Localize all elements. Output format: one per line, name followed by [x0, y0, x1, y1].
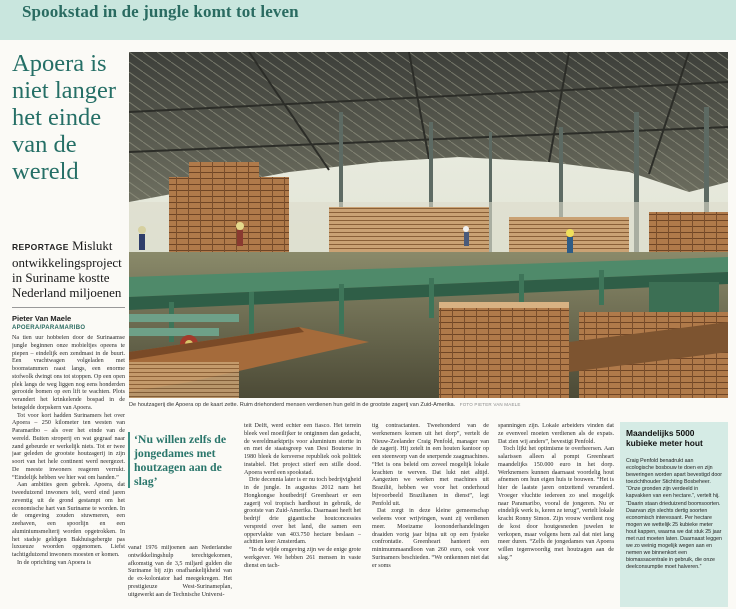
column-paragraph: Drie decennia later is er nu toch bedrijvigheid in de jungle. In augustus 2012 nam het Hongkongse houtbedrijf Greenheart er een zagerij vol tropisch hardhout in gebruik, de grootste van Zuid-Amerika. Daarnaast heeft het bedrijf drie gigantische houtconcessies verspreid over het land, die samen een oppervlakte van 403.750 hectare beslaan – achttien keer Amsterdam. — [244, 477, 361, 546]
column-paragraph: vanaf 1976 miljoenen aan Nederlandse ontwikkelingshulp terechtgekomen, afkomstig van de 3,5 miljard gulden die Suriname bij zijn onafhankelijkheid van de ex-koloniator had meegekregen. Het prestigieuze West-Surinameplan, uitgewerkt aan de Technische Universi- — [128, 545, 232, 598]
photo-credit: FOTO PIETER VAN MAELE — [459, 402, 521, 407]
column-1 — [12, 335, 125, 607]
caption-text: De houtzagerij die Apoera op de kaart zette. Ruim driehonderd mensen verdienen hun geld in de grootste zagerij van Zuid-Amerika. — [129, 402, 456, 408]
article-deck — [12, 238, 130, 300]
column-paragraph: teit Delft, werd echter een fiasco. Het terrein bleek veel moeilijker te ontginnen dan gedacht, de wereldmarktprijs voor aluminium stortte in en met de staatsgreep van Desi Bouterse in 1980 bleek de kersverse republiek ook politiek instabiel. Het project stierf een stille dood. Apoera werd een spookstad. — [244, 423, 361, 476]
column-4 — [372, 423, 489, 607]
column-paragraph: Tot voor kort hadden Surinamers het over Apoera – 250 kilometer ten westen van Paramaribo – als over het einde van de wereld. Buiten stroperij en wat gegraaf naar zand gebeurde er werkelijk niets. Tot er twee jaar geleden de grootste houtzagerij in zijn soort van het hele continent werd neergezet. De meeste inwoners reageren verrukt. “Eindelijk hebben we hier wat om handen.” — [12, 412, 125, 481]
column-paragraph: spanningen zijn. Lokale arbeiders vinden dat ze evenveel moeten verdienen als de expats. Dat zien wij anders”, bevestigt Penfold. — [498, 423, 614, 445]
byline-place: APOERA/PARAMARIBO — [12, 325, 86, 331]
column-paragraph: Na tien uur hobbelen door de Surinaamse jungle beginnen onze mobieltjes opeens te piepen – eindelijk een zendmast in de buurt. Een vrachtwagen volgeladen met boomstammen raast langs, een enorme stofwolk dwingt ons tot stoppen. Op een open plek langs de weg liggen nog eens honderden gerooide bomen op een lift te wachten. Plots verandert het krinkelende bospad in de betegelde dorpskern van Apoera. — [12, 335, 125, 411]
column-paragraph: tig contractanten. Tweehonderd van de werknemers komen uit het dorp”, vertelt de Nieuw-Zeelander Craig Penfold, manager van de zagerij. Hij zetelt in een houten kantoor op een steenworp van de snerpende zaagmachines. “Het is ons beleid om zoveel mogelijk lokale krachten te werven. Dat lukt niet altijd. Aangezien we werken met machines uit Brazilië, hebben we voor het onderhoud bijvoorbeeld Brazilianen in dienst”, legt Penfold uit. — [372, 423, 489, 507]
column-paragraph: Aan ambities geen gebrek. Apoera, dat tweeduizend inwoners telt, werd eind jaren zeventig uit de grond gestampt om het economische hart van Suriname te worden. In de omgeving zouden stuwmeren, een zeehaven, een spoorlijn en een aluminiumsmelterij worden opgetrokken. In het stadsje geldigen Bakhuisgebergte pas luxueuze woorden opgenomen. Liefst tachtigduizend inwoners moesten er komen. — [12, 482, 125, 558]
sidebar-body: Craig Penfold benadrukt aan ecologische bosbouw te doen en zijn beweringen worden apart bevestigd door toezichthouder Stichting Bosbeheer. “Onze gronden zijn verdeeld in kapvakken van een hectare.”, vertelt hij. “Daarin staan drieduizend boomsoorten. Daarvan zijn slechts dertig soorten economisch interessant. Per hectare mogen we wettelijk 25 kubieke meter hout kappen, waarna we dat stuk 25 jaar met rust moeten laten. Daarnaast leggen we zo weinig mogelijk wegen aan en nemen we binnenkort een biomassacentrale in gebruik, die onze deelconsumptie moet halveren.” — [626, 458, 722, 571]
banner-title: Spookstad in de jungle komt tot leven — [22, 2, 299, 21]
photo-caption — [129, 402, 728, 408]
column-5 — [498, 423, 614, 607]
section-banner — [0, 0, 736, 40]
column-paragraph: “In de wijde omgeving zijn we de enige grote werkgever. We hebben 261 mensen in vaste dienst en tach- — [244, 547, 361, 569]
column-3 — [244, 423, 361, 607]
byline — [12, 314, 127, 331]
column-2 — [128, 545, 232, 607]
info-sidebar — [620, 422, 728, 607]
byline-name: Pieter Van Maele — [12, 314, 72, 323]
column-paragraph: In de oprichting van Apoera is — [17, 559, 91, 566]
article-headline: Apoera is niet langer het einde van de wereld — [12, 50, 117, 185]
deck-text: Mislukt ontwikkelingsproject in Suriname kostte Nederland miljoenen — [12, 238, 122, 300]
deck-kicker: REPORTAGE — [12, 242, 69, 252]
sidebar-title: Maandelijks 5000 kubieke meter hout — [626, 428, 703, 448]
column-paragraph: Toch lijkt het optimisme te overheersen. Aan salarissen alleen al pompt Greenheart maandelijks 150.000 euro in het dorp. Werknemers kunnen daarnaast voordelig hout afnemen om hun eigen huis te bouwen. “Het is hier de laatste jaren ontzettend veranderd. Vroeger vluchtte iedereen zo snel mogelijk naar Paramaribo, vooral de jongeren. Nu er eindelijk werk is, keren ze terug”, vertelt lokale kracht Ronny Simon. Zijn vrouw verdient nog de kost door houtgesneden juwelen te verkopen, maar volgens hem zal dat niet lang meer duren. “Zelfs de jongedames van Apoera willen tegenwoordig met houtzagen aan de slag.” — [498, 446, 614, 561]
pull-quote: ‘Nu willen zelfs de jongedames met houtzagen aan de slag’ — [128, 432, 232, 488]
column-paragraph: Dat zorgt in deze kleine gemeenschap weleens voor wrijvingen, want zij verdienen meer. Moeizame loononderhandelingen draaiden vorig jaar bijna uit op een fysieke confrontatie. Greenheart hanteert een minimummaandloon van 260 euro, ook voor Surinamers beschieden. “We ontkennen niet dat er soms — [372, 508, 489, 569]
byline-rule — [12, 307, 125, 308]
sawmill-photo — [129, 52, 728, 398]
